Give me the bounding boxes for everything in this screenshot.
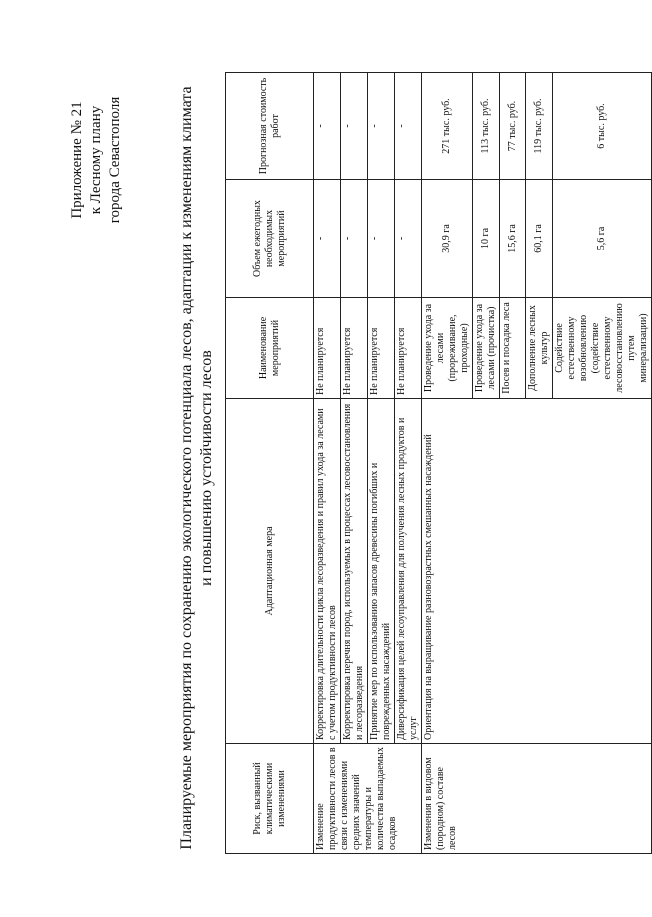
- activity-cell: Не планируется: [314, 298, 341, 399]
- activity-cell: Дополнение лесных культур: [526, 298, 553, 399]
- activity-cell: Проведение ухода за лесами (прочистка): [473, 298, 500, 399]
- appendix-number: Приложение № 21: [69, 101, 85, 219]
- header-risk: Риск, вызванный климатическими изменениями: [226, 744, 314, 854]
- table-row: [395, 73, 422, 854]
- document-title: [177, 79, 217, 857]
- volume-cell: 30,9 га: [422, 180, 473, 298]
- activity-cell: Не планируется: [341, 298, 368, 399]
- measure-cell: Принятие мер по использованию запасов древесины погибших и поврежденных насаждений: [368, 399, 395, 744]
- volume-cell: 15,6 га: [500, 180, 526, 298]
- volume-cell: -: [368, 180, 395, 298]
- cost-cell: -: [368, 73, 395, 180]
- cost-cell: 271 тыс. руб.: [422, 73, 473, 180]
- measure-cell: Диверсификация целей лесоуправления для получения лесных продуктов и услуг: [395, 399, 422, 744]
- activity-cell: Содействие естественному возобновлению (содействие естественному лесовосстановлению путем минерализации): [553, 298, 652, 399]
- activity-cell: Не планируется: [395, 298, 422, 399]
- cost-cell: 6 тыс. руб.: [553, 73, 652, 180]
- volume-cell: 10 га: [473, 180, 500, 298]
- activity-cell: Не планируется: [368, 298, 395, 399]
- appendix-block: [68, 75, 125, 245]
- volume-cell: -: [395, 180, 422, 298]
- header-activity: Наименование мероприятий: [226, 298, 314, 399]
- volume-cell: 5,6 га: [553, 180, 652, 298]
- title-line-1: Планируемые мероприятия по сохранению экологического потенциала лесов, адаптации к изменениям климата: [178, 86, 195, 850]
- table-header-row: [226, 73, 314, 854]
- table-row: [422, 73, 473, 854]
- cost-cell: -: [341, 73, 368, 180]
- activity-cell: Посев и посадка леса: [500, 298, 526, 399]
- volume-cell: -: [314, 180, 341, 298]
- risk-cell: Изменение продуктивности лесов в связи с изменениями средних значений температуры и количества выпадаемых осадков: [314, 744, 422, 854]
- measure-cell: Корректировка перечня пород, используемых в процессах лесовосстановления и лесоразведения: [341, 399, 368, 744]
- header-measure: Адаптационная мера: [226, 399, 314, 744]
- title-line-2: и повышению устойчивости лесов: [198, 350, 215, 586]
- cost-cell: 113 тыс. руб.: [473, 73, 500, 180]
- appendix-city: города Севастополя: [107, 96, 123, 224]
- activity-cell: Проведение ухода за лесами (прореживание, проходные): [422, 298, 473, 399]
- risk-cell: Изменения в видовом (породном) составе лесов: [422, 744, 652, 854]
- table-row: [341, 73, 368, 854]
- table-row: [314, 73, 341, 854]
- cost-cell: 77 тыс. руб.: [500, 73, 526, 180]
- cost-cell: -: [314, 73, 341, 180]
- cost-cell: 119 тыс. руб.: [526, 73, 553, 180]
- measure-cell: Корректировка длительности цикла лесоразведения и правил ухода за лесами с учетом продуктивности лесов: [314, 399, 341, 744]
- measure-cell: Ориентация на выращивание разновозрастных смешанных насаждений: [422, 399, 652, 744]
- header-volume: Объем ежегодных необходимых мероприятий: [226, 180, 314, 298]
- volume-cell: 60,1 га: [526, 180, 553, 298]
- appendix-reference: к Лесному плану: [88, 105, 104, 215]
- measures-table: [225, 72, 652, 854]
- cost-cell: -: [395, 73, 422, 180]
- table-row: [368, 73, 395, 854]
- header-cost: Прогнозная стоимость работ: [226, 73, 314, 180]
- volume-cell: -: [341, 180, 368, 298]
